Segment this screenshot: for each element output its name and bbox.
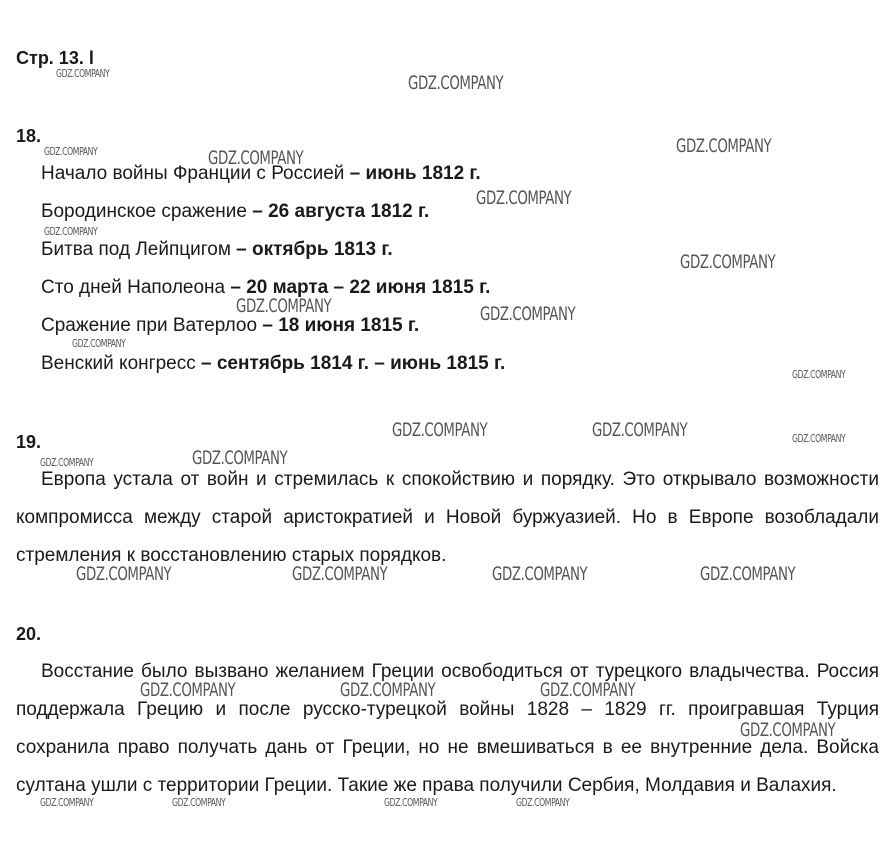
watermark: GDZ.COMPANY — [392, 419, 488, 441]
watermark: GDZ.COMPANY — [480, 303, 576, 325]
watermark: GDZ.COMPANY — [492, 563, 588, 585]
task-20-number: 20. — [16, 624, 42, 644]
page-title: Стр. 13. l — [16, 48, 94, 68]
event-date: октябрь 1813 г. — [252, 239, 393, 260]
event-name: Начало войны Франции с Россией — [41, 163, 345, 184]
event-separator: – — [246, 201, 269, 222]
watermark: GDZ.COMPANY — [72, 337, 126, 350]
watermark: GDZ.COMPANY — [592, 419, 688, 441]
event-row — [41, 200, 505, 238]
event-name: Венский конгресс — [41, 353, 196, 374]
event-separator: – — [257, 315, 279, 336]
event-name: Битва под Лейпцигом — [41, 239, 231, 260]
event-row — [41, 238, 505, 276]
event-row — [41, 352, 505, 390]
watermark: GDZ.COMPANY — [172, 796, 226, 809]
event-separator: – — [230, 239, 253, 260]
task-19-number: 19. — [16, 432, 42, 452]
event-date: июнь 1812 г. — [365, 163, 481, 184]
watermark: GDZ.COMPANY — [40, 796, 94, 809]
task-18-number: 18. — [16, 126, 42, 146]
event-date: 20 марта – 22 июня 1815 г. — [246, 277, 491, 298]
watermark: GDZ.COMPANY — [740, 719, 836, 741]
watermark: GDZ.COMPANY — [540, 679, 636, 701]
event-name: Сражение при Ватерлоо — [41, 315, 258, 336]
event-name: Бородинское сражение — [41, 201, 247, 222]
event-date: 18 июня 1815 г. — [278, 315, 420, 336]
watermark: GDZ.COMPANY — [40, 456, 94, 469]
event-row — [41, 276, 505, 314]
watermark: GDZ.COMPANY — [140, 679, 236, 701]
watermark: GDZ.COMPANY — [340, 679, 436, 701]
watermark: GDZ.COMPANY — [44, 225, 98, 238]
task-19-text: Европа устала от войн и стремилась к спокойствию и порядку. Это открывало возможности компромисса между старой аристократией и Новой буржуазией. Но в Европе возобладали стремления к восстановлению старых порядков. — [16, 469, 879, 566]
event-name: Сто дней Наполеона — [41, 277, 226, 298]
watermark: GDZ.COMPANY — [76, 563, 172, 585]
watermark: GDZ.COMPANY — [236, 295, 332, 317]
watermark: GDZ.COMPANY — [792, 368, 846, 381]
watermark: GDZ.COMPANY — [384, 796, 438, 809]
watermark: GDZ.COMPANY — [192, 447, 288, 469]
watermark: GDZ.COMPANY — [700, 563, 796, 585]
watermark: GDZ.COMPANY — [676, 135, 772, 157]
event-list — [41, 162, 505, 390]
event-separator: – — [225, 277, 247, 298]
event-date: 26 августа 1812 г. — [268, 201, 430, 222]
watermark: GDZ.COMPANY — [680, 251, 776, 273]
event-separator: – — [195, 353, 217, 374]
event-separator: – — [344, 163, 366, 184]
watermark: GDZ.COMPANY — [208, 147, 304, 169]
watermark: GDZ.COMPANY — [516, 796, 570, 809]
event-row — [41, 162, 505, 200]
watermark: GDZ.COMPANY — [408, 72, 504, 94]
event-row — [41, 314, 505, 352]
watermark: GDZ.COMPANY — [292, 563, 388, 585]
event-date: сентябрь 1814 г. – июнь 1815 г. — [216, 353, 506, 374]
watermark: GDZ.COMPANY — [56, 67, 110, 80]
watermark: GDZ.COMPANY — [792, 432, 846, 445]
watermark: GDZ.COMPANY — [44, 145, 98, 158]
task-20-text: Восстание было вызвано желанием Греции освободиться от турецкого владычества. Россия поддержала Грецию и после русско-турецкой войны 1828 – 1829 гг. проигравшая Турция сохранила право получать дань от Греции, но не вмешиваться в ее внутренние дела. Войска султана ушли с территории Греции. Такие же права получили Сербия, Молдавия и Валахия. — [16, 661, 879, 796]
watermark: GDZ.COMPANY — [476, 187, 572, 209]
